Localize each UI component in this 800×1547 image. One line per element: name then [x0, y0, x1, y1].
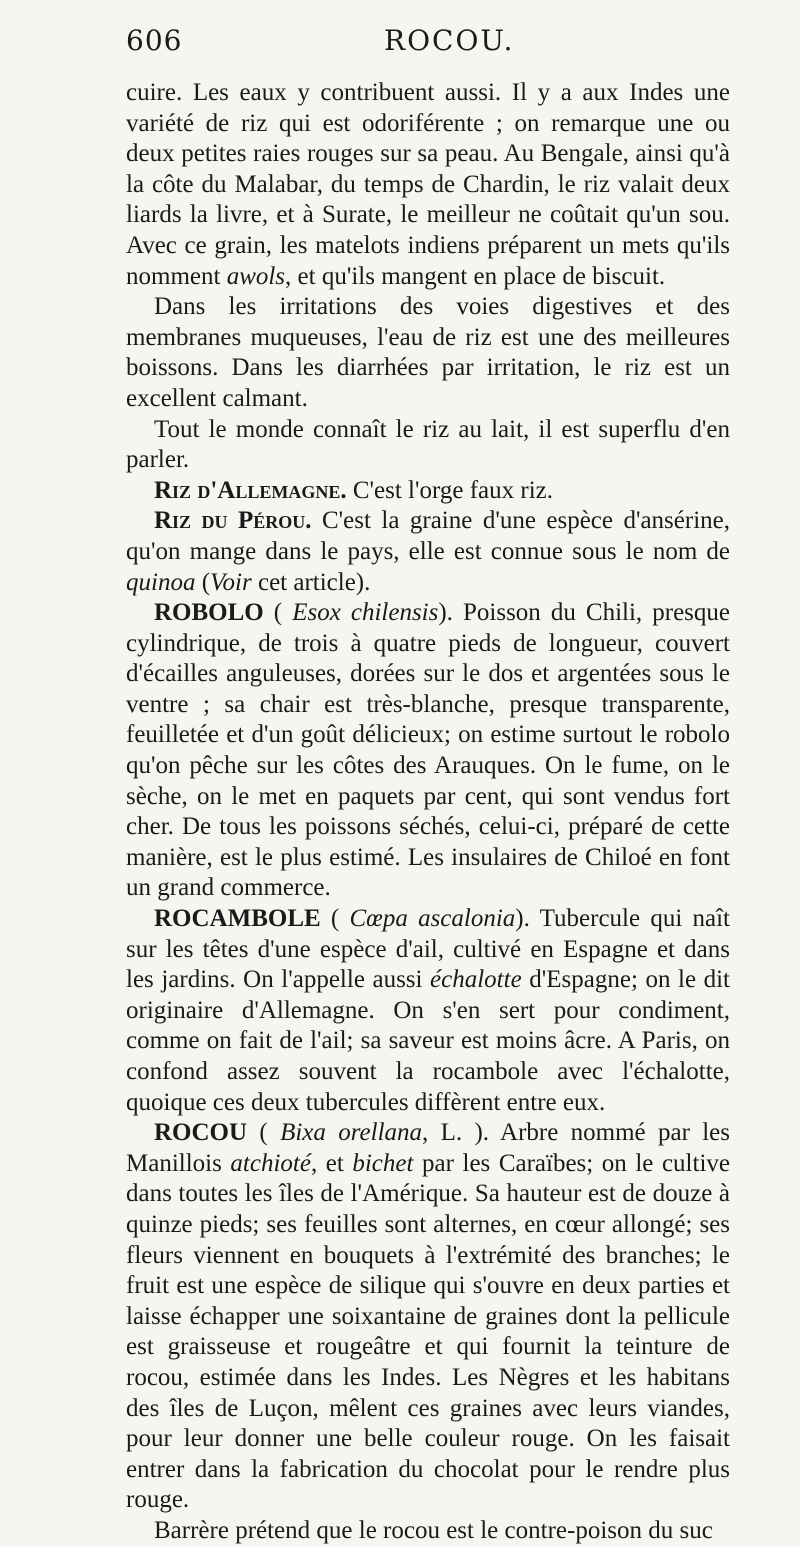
text: , et qu'ils mangent en place de biscuit. — [285, 262, 666, 290]
paragraph-rice-continued — [126, 78, 730, 292]
text: , L. ). Arbre nommé par les Manillois — [126, 1119, 731, 1177]
text: C'est l'orge faux riz. — [346, 476, 553, 504]
entry-heading: ROBOLO — [154, 599, 264, 627]
entry-riz-perou: Riz du Pérou. C'est la graine d'une espèce d'ansérine, qu'on mange dans le pays, elle est connue sous le nom de quinoa (Voir cet article). — [126, 507, 730, 596]
entry-heading: ROCOU — [154, 1119, 248, 1147]
paragraph-irritations: Dans les irritations des voies digestives et des membranes muqueuses, l'eau de riz est une des meilleures boissons. Dans les diarrhées par irritation, le riz est un excellent calmant. — [126, 293, 730, 412]
entry-heading: Riz du Pérou. — [154, 507, 312, 535]
text: ). Poisson du Chili, presque cylindrique, de trois à quatre pieds de longueur, couvert d'écailles anguleuses, dorées sur le dos et argentées sous le ventre ; sa chair est très-blanche, presque transparente, feuilletée et d'un goût délicieux; on estime surtout le robolo qu'on pêche sur les côtes des Arauques. On le fume, on le sèche, on le met en paquets par cent, qui sont vendus fort cher. De tous les poissons séchés, celui-ci, préparé de cette manière, est le plus estimé. Les insulaires de Chiloé en font un grand commerce. — [126, 599, 730, 902]
text: cet article). — [251, 568, 371, 596]
page-number: 606 — [126, 24, 183, 57]
entry-heading: ROCAMBOLE — [154, 905, 321, 933]
latin-name: Bixa orellana — [280, 1119, 423, 1147]
page-body — [126, 78, 730, 1547]
term-echalotte: échalotte — [430, 966, 522, 994]
running-head: ROCOU. — [384, 24, 515, 57]
text: d'Espagne; on le dit originaire d'Allemagne. On s'en sert pour condiment, comme on fait de l'ail; sa saveur est moins âcre. A Paris, on confond assez souvent la rocambole avec l'échalotte, quoique ces deux tubercules diffèrent entre eux. — [126, 966, 730, 1116]
term-bichet: bichet — [352, 1149, 414, 1177]
text: cuire. Les eaux y contribuent aussi. Il y a aux Indes une variété de riz qui est odoriférente ; on remarque une ou deux petites raies rouges sur sa peau. Au Bengale, ainsi qu'à la côte du Malabar, du temps de Chardin, le riz valait deux liards la livre, et à Surate, le meilleur ne coûtait qu'un sou. Avec ce grain, les matelots indiens préparent un mets qu'ils nomment — [126, 79, 730, 290]
entry-robolo: ROBOLO ( Esox chilensis). Poisson du Chili, presque cylindrique, de trois à quatre pieds de longueur, couvert d'écailles anguleuses, dorées sur le dos et argentées sous le ventre ; sa chair est très-blanche, presque transparente, feuilletée et d'un goût délicieux; on estime surtout le robolo qu'on pêche sur les côtes des Arauques. On le fume, on le sèche, on le met en paquets par cent, qui sont vendus fort cher. De tous les poissons séchés, celui-ci, préparé de cette manière, est le plus estimé. Les insulaires de Chiloé en font un grand commerce. — [126, 599, 730, 902]
paragraph-riz-au-lait: Tout le monde connaît le riz au lait, il est superflu d'en parler. — [126, 415, 730, 474]
latin-name: Cœpa ascalonia — [349, 905, 516, 933]
latin-name: Esox chilensis — [292, 599, 439, 627]
text: par les Caraïbes; on le cultive dans toutes les îles de l'Amérique. Sa hauteur est de douze à quinze pieds; ses feuilles sont alternes, en cœur allongé; ses fleurs viennent en bouquets à l'extrémité des branches; le fruit est une espèce de silique qui s'ouvre en deux parties et laisse échapper une soixantaine de graines dont la pellicule est graisseuse et rougeâtre et qui fournit la teinture de rocou, estimée dans les Indes. Les Nègres et les habitans des îles de Luçon, mêlent ces graines avec leurs viandes, pour leur donner une belle couleur rouge. On les faisait entrer dans la fabrication du chocolat pour le rendre plus rouge. — [126, 1149, 730, 1514]
entry-riz-allemagne — [126, 476, 730, 507]
text: ). Tubercule qui naît sur les têtes d'une espèce d'ail, cultivé en Espagne et dans les jardins. On l'appelle aussi — [126, 905, 731, 994]
entry-heading: Riz d'Allemagne. — [154, 476, 347, 504]
voir-label: Voir — [210, 568, 252, 596]
term-atchiote: atchioté — [230, 1149, 311, 1177]
text: C'est la graine d'une espèce d'ansérine, qu'on mange dans le pays, elle est connue sous le nom de — [126, 507, 730, 565]
entry-rocambole: ROCAMBOLE ( Cœpa ascalonia). Tubercule qui naît sur les têtes d'une espèce d'ail, cultivé en Espagne et dans les jardins. On l'appelle aussi échalotte d'Espagne; on le dit originaire d'Allemagne. On s'en sert pour condiment, comme on fait de l'ail; sa saveur est moins âcre. A Paris, on confond assez souvent la rocambole avec l'échalotte, quoique ces deux tubercules diffèrent entre eux. — [126, 905, 731, 1116]
term-awols: awols — [226, 262, 286, 290]
page-header — [126, 24, 726, 68]
entry-rocou: ROCOU ( Bixa orellana, L. ). Arbre nommé par les Manillois atchioté, et bichet par les Caraïbes; on le cultive dans toutes les îles de l'Amérique. Sa hauteur est de douze à quinze pieds; ses feuilles sont alternes, en cœur allongé; ses fleurs viennent en bouquets à l'extrémité des branches; le fruit est une espèce de silique qui s'ouvre en deux parties et laisse échapper une soixantaine de graines dont la pellicule est graisseuse et rougeâtre et qui fournit la teinture de rocou, estimée dans les Indes. Les Nègres et les habitans des îles de Luçon, mêlent ces graines avec leurs viandes, pour leur donner une belle couleur rouge. On les faisait entrer dans la fabrication du chocolat pour le rendre plus rouge. — [126, 1119, 731, 1514]
term-quinoa: quinoa — [126, 568, 196, 596]
text: , et — [310, 1149, 353, 1177]
paragraph-barrere: Barrère prétend que le rocou est le contre-poison du suc — [154, 1516, 713, 1544]
